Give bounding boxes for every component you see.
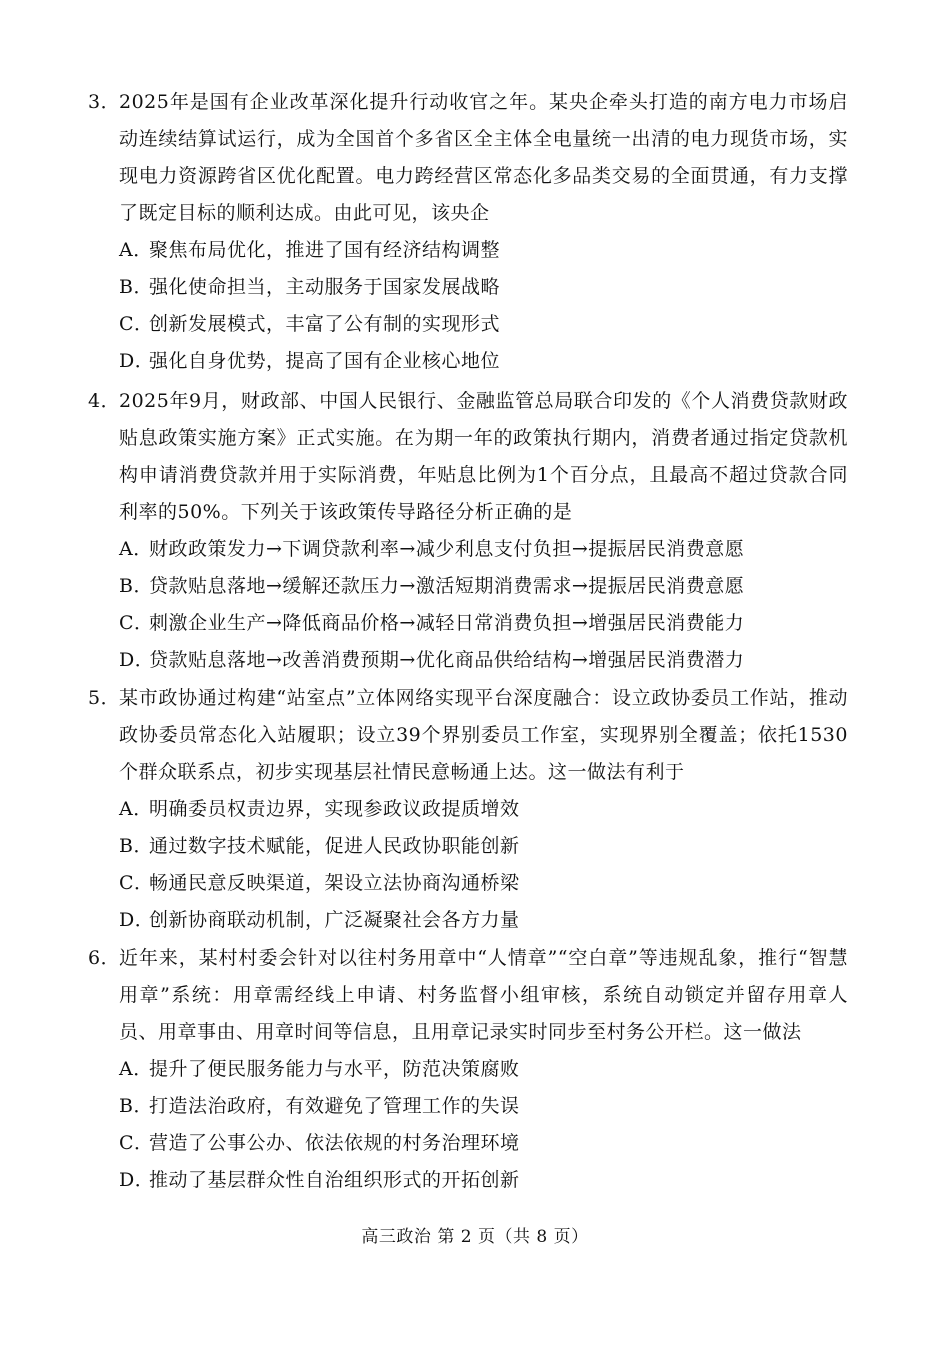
option-text: 贷款贴息落地→改善消费预期→优化商品供给结构→增强居民消费潜力 — [149, 649, 745, 671]
option-b — [88, 568, 848, 605]
question-stem — [88, 84, 848, 232]
question-3 — [88, 84, 848, 380]
question-4 — [88, 383, 848, 679]
option-text: 强化自身优势，提高了国有企业核心地位 — [149, 350, 501, 372]
question-text: 2025年是国有企业改革深化提升行动收官之年。某央企牵头打造的南方电力市场启动连续结算试运行，成为全国首个多省区全主体全电量统一出清的电力现货市场，实现电力资源跨省区优化配置。电力跨经营区常态化多品类交易的全面贯通，有力支撑了既定目标的顺利达成。由此可见，该央企 — [119, 91, 848, 224]
question-number: 6． — [88, 947, 121, 969]
option-b — [88, 828, 848, 865]
option-text: 强化使命担当，主动服务于国家发展战略 — [149, 276, 501, 298]
option-letter: B． — [119, 575, 153, 597]
page-footer: 高三政治 第 2 页（共 8 页） — [361, 1227, 589, 1247]
option-c — [88, 306, 848, 343]
option-letter: D． — [119, 909, 155, 931]
option-b — [88, 269, 848, 306]
option-letter: D． — [119, 1169, 155, 1191]
option-c — [88, 865, 848, 902]
option-text: 财政政策发力→下调贷款利率→减少利息支付负担→提振居民消费意愿 — [149, 538, 745, 560]
option-letter: A． — [119, 798, 153, 820]
option-text: 通过数字技术赋能，促进人民政协职能创新 — [149, 835, 520, 857]
option-a — [88, 1051, 848, 1088]
option-text: 刺激企业生产→降低商品价格→减轻日常消费负担→增强居民消费能力 — [149, 612, 745, 634]
option-d — [88, 343, 848, 380]
option-letter: B． — [119, 276, 153, 298]
option-text: 贷款贴息落地→缓解还款压力→激活短期消费需求→提振居民消费意愿 — [149, 575, 745, 597]
option-text: 创新发展模式，丰富了公有制的实现形式 — [149, 313, 501, 335]
option-d — [88, 642, 848, 679]
question-text: 近年来，某村村委会针对以往村务用章中“人情章”“空白章”等违规乱象，推行“智慧用章”系统：用章需经线上申请、村务监督小组审核，系统自动锁定并留存用章人员、用章事由、用章时间等信息，且用章记录实时同步至村务公开栏。这一做法 — [119, 947, 848, 1043]
option-a — [88, 531, 848, 568]
option-letter: D． — [119, 350, 155, 372]
option-text: 营造了公事公办、依法依规的村务治理环境 — [149, 1132, 520, 1154]
question-number: 3． — [88, 91, 121, 113]
option-letter: A． — [119, 538, 153, 560]
question-text: 某市政协通过构建“站室点”立体网络实现平台深度融合：设立政协委员工作站，推动政协委员常态化入站履职；设立39个界别委员工作室，实现界别全覆盖；依托1530个群众联系点，初步实现基层社情民意畅通上达。这一做法有利于 — [119, 687, 848, 783]
question-stem — [88, 940, 848, 1051]
option-text: 打造法治政府，有效避免了管理工作的失误 — [149, 1095, 520, 1117]
question-number: 5． — [88, 687, 121, 709]
option-text: 创新协商联动机制，广泛凝聚社会各方力量 — [149, 909, 520, 931]
option-a — [88, 232, 848, 269]
option-letter: A． — [119, 1058, 153, 1080]
option-text: 提升了便民服务能力与水平，防范决策腐败 — [149, 1058, 520, 1080]
question-number: 4． — [88, 390, 121, 412]
option-c — [88, 1125, 848, 1162]
option-d — [88, 1162, 848, 1199]
option-b — [88, 1088, 848, 1125]
option-letter: B． — [119, 1095, 153, 1117]
question-stem — [88, 383, 848, 531]
option-a — [88, 791, 848, 828]
option-d — [88, 902, 848, 939]
option-letter: C． — [119, 1132, 154, 1154]
option-letter: C． — [119, 872, 154, 894]
option-c — [88, 605, 848, 642]
option-text: 明确委员权责边界，实现参政议政提质增效 — [149, 798, 520, 820]
option-letter: D． — [119, 649, 155, 671]
question-6 — [88, 940, 848, 1199]
question-text: 2025年9月，财政部、中国人民银行、金融监管总局联合印发的《个人消费贷款财政贴息政策实施方案》正式实施。在为期一年的政策执行期内，消费者通过指定贷款机构申请消费贷款并用于实际消费，年贴息比例为1个百分点，且最高不超过贷款合同利率的50%。下列关于该政策传导路径分析正确的是 — [119, 390, 848, 523]
option-text: 推动了基层群众性自治组织形式的开拓创新 — [149, 1169, 520, 1191]
option-letter: C． — [119, 313, 154, 335]
option-text: 畅通民意反映渠道，架设立法协商沟通桥梁 — [149, 872, 520, 894]
option-text: 聚焦布局优化，推进了国有经济结构调整 — [149, 239, 501, 261]
option-letter: C． — [119, 612, 154, 634]
question-5 — [88, 680, 848, 939]
option-letter: B． — [119, 835, 153, 857]
question-stem — [88, 680, 848, 791]
option-letter: A． — [119, 239, 153, 261]
